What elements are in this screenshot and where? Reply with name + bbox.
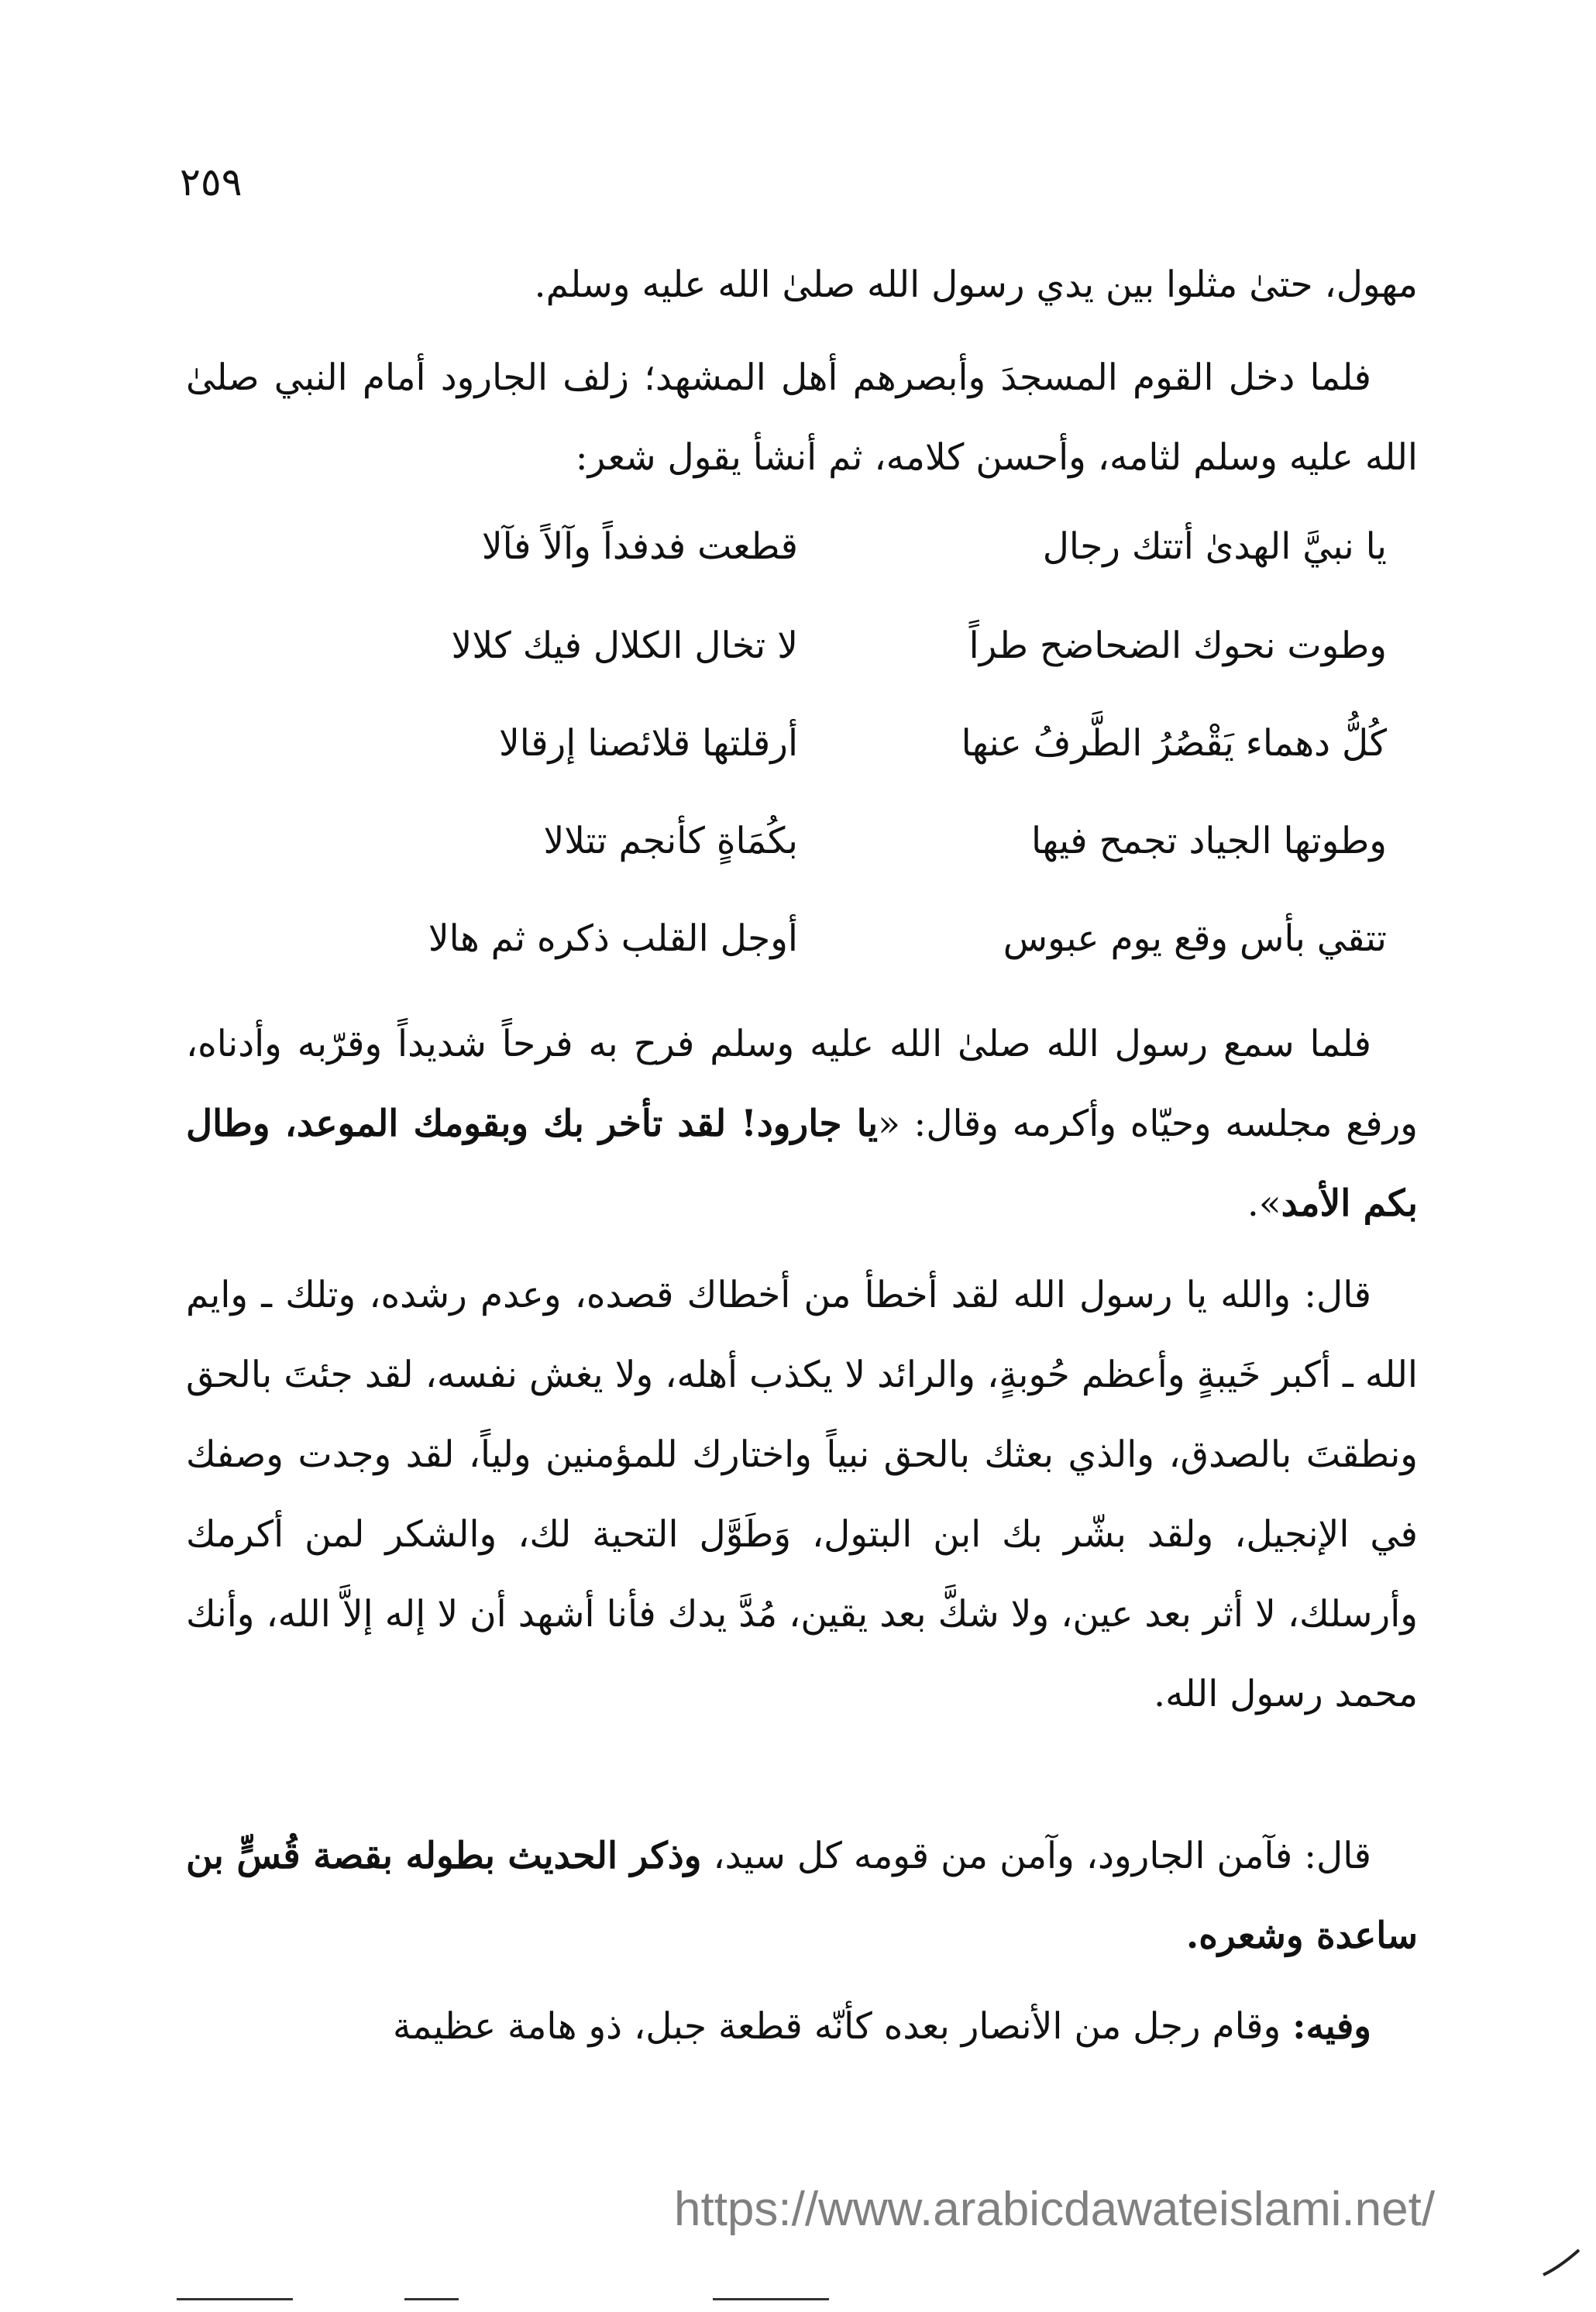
footer-rule xyxy=(404,2298,459,2300)
paragraph-5-bold: وذكر الحديث بطوله بقصة قُسٍّ بن ساعدة وشعره. xyxy=(186,1835,1418,1957)
verse-hemistich-second: بكُمَاةٍ كأنجم تتلالا xyxy=(543,820,798,862)
verse-hemistich-first: وطوتها الجياد تجمح فيها xyxy=(1031,820,1387,862)
paragraph-6 xyxy=(186,1987,1418,2066)
paragraph-5-text: قال: فآمن الجارود، وآمن من قومه كل سيد، xyxy=(701,1835,1371,1877)
verse-hemistich-second: أوجل القلب ذكره ثم هالا xyxy=(428,917,798,960)
verse-hemistich-second: قطعت فدفداً وآلاً فآلا xyxy=(481,525,798,568)
page-corner-mark xyxy=(1542,2247,1581,2278)
paragraph-1: مهول، حتىٰ مثلوا بين يدي رسول الله صلىٰ الله عليه وسلم. xyxy=(534,263,1418,306)
paragraph-3-end: ». xyxy=(1247,1182,1281,1225)
verse-line-3 xyxy=(248,722,1387,815)
verse-hemistich-first: كُلُّ دهماء يَقْصُرُ الطَّرفُ عنها xyxy=(961,722,1387,765)
verse-hemistich-second: لا تخال الكلال فيك كلالا xyxy=(451,624,798,667)
verse-hemistich-first: تتقي بأس وقع يوم عبوس xyxy=(1003,917,1387,960)
verse-line-4 xyxy=(248,820,1387,913)
footer-rule xyxy=(177,2298,293,2300)
paragraph-4: قال: والله يا رسول الله لقد أخطأ من أخطاك قصده، وعدم رشده، وتلك ـ وايم الله ـ أكبر خَيبةٍ وأعظم حُوبةٍ، والرائد لا يكذب أهله، ولا يغش نفسه، لقد جئتَ بالحق ونطقتَ بالصدق، والذي بعثك بالحق نبياً واختارك للمؤمنين ولياً، لقد وجدت وصفك في الإنجيل، ولقد بشّر بك ابن البتول، وَطَوَّل التحية لك، والشكر لمن أكرمك وأرسلك، لا أثر بعد عين، ولا شكَّ بعد يقين، مُدَّ يدك فأنا أشهد أن لا إله إلاَّ الله، وأنك محمد رسول الله. xyxy=(186,1274,1418,1715)
verse-hemistich-first: وطوت نحوك الضحاضح طراً xyxy=(968,624,1387,667)
paragraph-2: فلما دخل القوم المسجدَ وأبصرهم أهل المشهد؛ زلف الجارود أمام النبي صلىٰ الله عليه وسلم لثامه، وأحسن كلامه، ثم أنشأ يقول شعر: xyxy=(186,356,1418,479)
verse-hemistich-second: أرقلتها قلائصنا إرقالا xyxy=(498,722,798,765)
paragraph-3-quote: يا جارود! لقد تأخر بك وبقومك الموعد، وطال بكم الأمد xyxy=(186,1103,1418,1225)
page-number: ٢٥٩ xyxy=(180,160,242,205)
footer-rule xyxy=(713,2298,829,2300)
verse-hemistich-first: يا نبيَّ الهدىٰ أتتك رجال xyxy=(1042,525,1387,568)
verse-line-5 xyxy=(248,917,1387,1010)
verse-line-1 xyxy=(248,525,1387,618)
paragraph-5 xyxy=(186,1816,1418,1976)
paragraph-3-text: فلما سمع رسول الله صلىٰ الله عليه وسلم فرح به فرحاً شديداً وقرّبه وأدناه، ورفع مجلسه وحيّاه وأكرمه وقال: « xyxy=(186,1023,1418,1145)
watermark-url: https://www.arabicdawateislami.net/ xyxy=(674,2183,1436,2236)
verse-line-2 xyxy=(248,624,1387,717)
paragraph-3 xyxy=(186,1004,1418,1244)
paragraph-6-lead: وفيه: xyxy=(1292,2005,1371,2048)
paragraph-6-text: وقام رجل من الأنصار بعده كأنّه قطعة جبل، ذو هامة عظيمة xyxy=(392,2005,1293,2048)
